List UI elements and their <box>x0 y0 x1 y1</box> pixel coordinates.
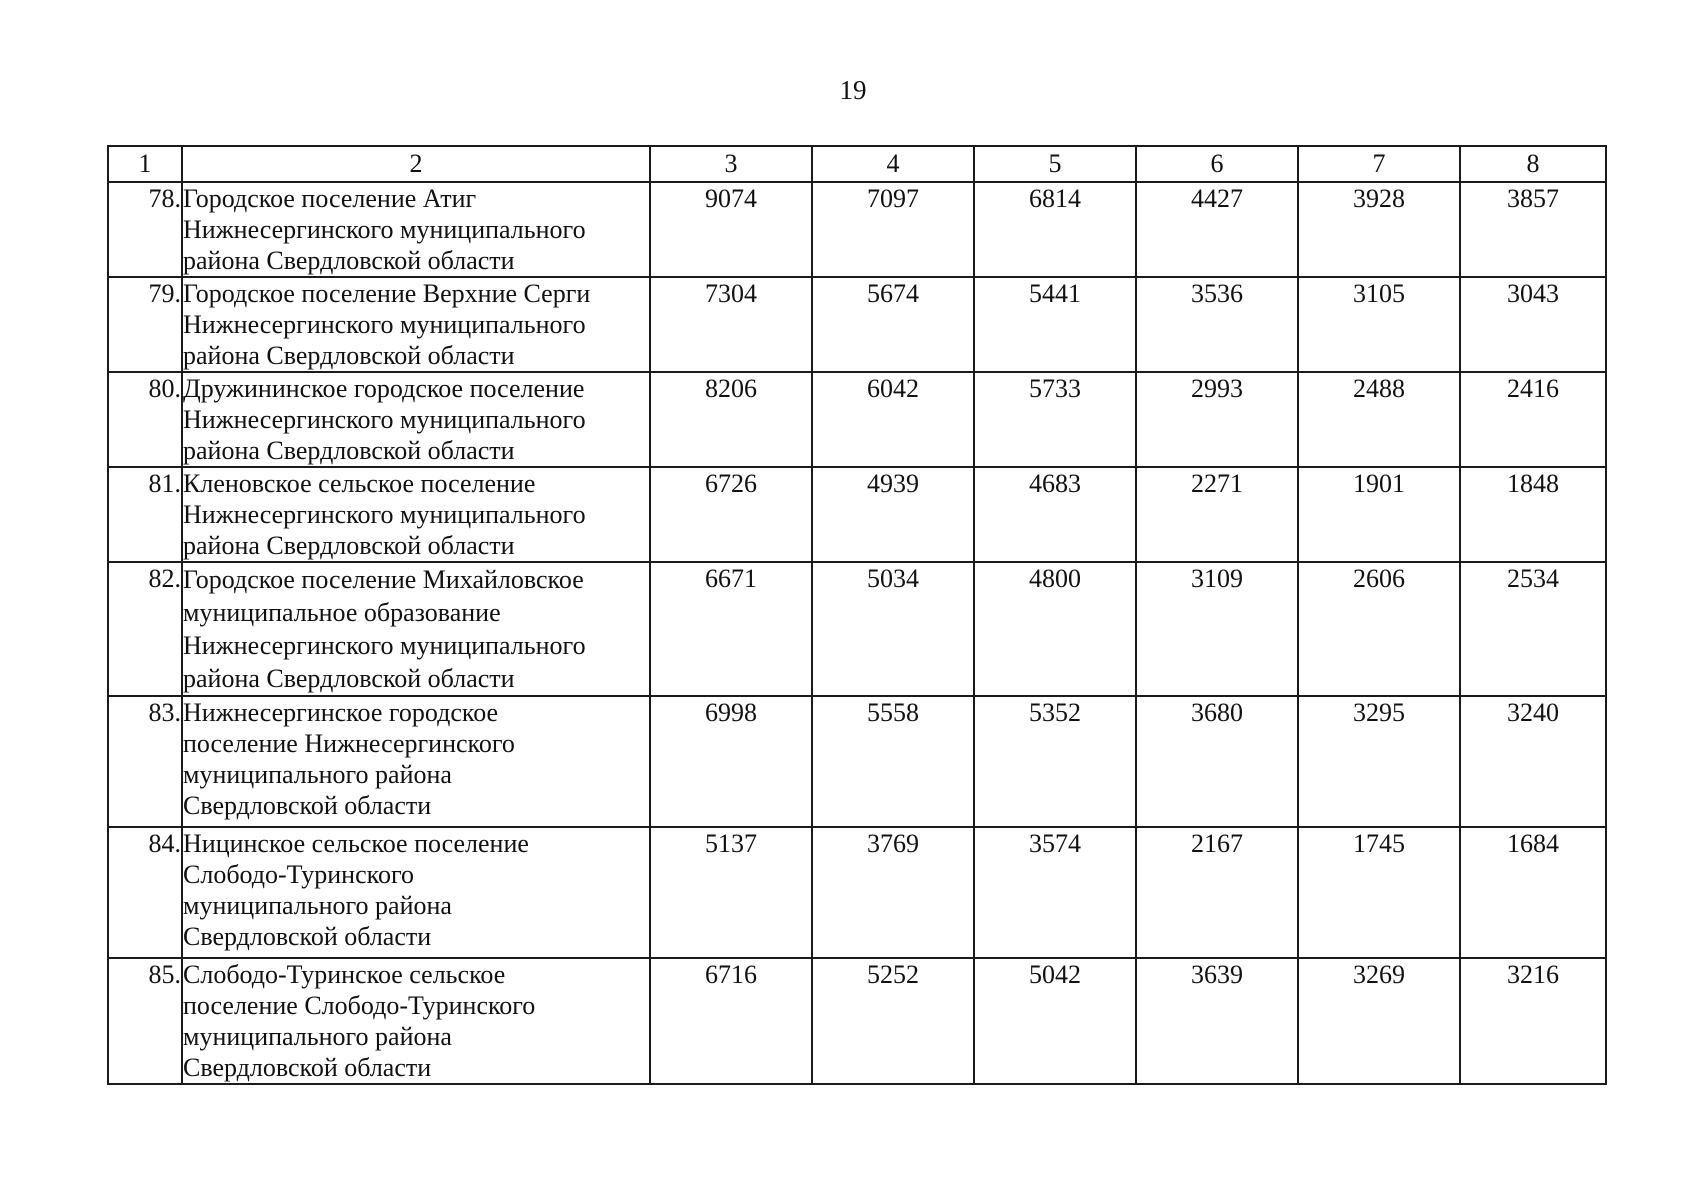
municipality-name-line: Городское поселение Атиг <box>183 184 477 213</box>
value-cell-col-7: 3269 <box>1298 958 1460 1084</box>
value-cell-col-3: 7304 <box>650 277 812 372</box>
municipality-name-line: Свердловской области <box>183 791 432 820</box>
municipality-name <box>182 562 650 696</box>
row-number: 85. <box>108 958 182 1084</box>
municipality-name-line: муниципальное образование <box>183 598 501 627</box>
value-cell-col-4: 5558 <box>812 696 974 827</box>
value-cell-col-8: 3240 <box>1460 696 1606 827</box>
municipality-name-line: Нижнесергинского муниципального <box>183 500 586 529</box>
row-number: 78. <box>108 182 182 277</box>
column-header: 8 <box>1460 146 1606 182</box>
value-cell-col-7: 1745 <box>1298 827 1460 958</box>
municipality-name-line: Городское поселение Михайловское <box>183 565 584 594</box>
table-row <box>108 182 1606 277</box>
value-cell-col-4: 5674 <box>812 277 974 372</box>
value-cell-col-5: 4800 <box>974 562 1136 696</box>
value-cell-col-5: 5441 <box>974 277 1136 372</box>
value-cell-col-7: 3295 <box>1298 696 1460 827</box>
value-cell-col-5: 5042 <box>974 958 1136 1084</box>
municipality-name <box>182 182 650 277</box>
value-cell-col-8: 2534 <box>1460 562 1606 696</box>
municipality-name-line: Дружининское городское поселение <box>183 374 585 403</box>
row-number: 84. <box>108 827 182 958</box>
value-cell-col-8: 3216 <box>1460 958 1606 1084</box>
municipality-name-line: Слободо-Туринского <box>183 860 414 889</box>
municipality-name <box>182 277 650 372</box>
municipality-name <box>182 467 650 562</box>
municipality-name-line: муниципального района <box>183 760 452 789</box>
value-cell-col-3: 9074 <box>650 182 812 277</box>
value-cell-col-6: 3639 <box>1136 958 1298 1084</box>
value-cell-col-8: 2416 <box>1460 372 1606 467</box>
column-header: 5 <box>974 146 1136 182</box>
municipality-name-line: поселение Нижнесергинского <box>183 729 515 758</box>
value-cell-col-8: 1848 <box>1460 467 1606 562</box>
table-row <box>108 696 1606 827</box>
value-cell-col-7: 2488 <box>1298 372 1460 467</box>
value-cell-col-3: 5137 <box>650 827 812 958</box>
municipality-name-line: муниципального района <box>183 1022 452 1051</box>
row-number: 80. <box>108 372 182 467</box>
value-cell-col-4: 3769 <box>812 827 974 958</box>
value-cell-col-7: 2606 <box>1298 562 1460 696</box>
row-number: 81. <box>108 467 182 562</box>
page-number: 19 <box>839 75 867 105</box>
value-cell-col-7: 1901 <box>1298 467 1460 562</box>
municipality-name-line: Свердловской области <box>183 922 432 951</box>
municipality-name-line: Кленовское сельское поселение <box>183 469 536 498</box>
value-cell-col-6: 3680 <box>1136 696 1298 827</box>
value-cell-col-6: 2993 <box>1136 372 1298 467</box>
value-cell-col-6: 3536 <box>1136 277 1298 372</box>
municipality-name <box>182 958 650 1084</box>
value-cell-col-6: 2167 <box>1136 827 1298 958</box>
header-row <box>108 146 1606 182</box>
column-header: 1 <box>108 146 182 182</box>
column-header: 6 <box>1136 146 1298 182</box>
municipality-name-line: района Свердловской области <box>183 664 515 693</box>
municipality-name-line: Свердловской области <box>183 1053 432 1082</box>
value-cell-col-6: 4427 <box>1136 182 1298 277</box>
municipality-name-line: Городское поселение Верхние Серги <box>183 279 591 308</box>
municipality-name-line: Слободо-Туринское сельское <box>183 960 506 989</box>
municipality-name-line: района Свердловской области <box>183 341 515 370</box>
table-row <box>108 958 1606 1084</box>
municipality-name-line: района Свердловской области <box>183 531 515 560</box>
value-cell-col-6: 2271 <box>1136 467 1298 562</box>
value-cell-col-4: 4939 <box>812 467 974 562</box>
municipality-name <box>182 696 650 827</box>
data-table <box>107 145 1607 1085</box>
value-cell-col-3: 6671 <box>650 562 812 696</box>
value-cell-col-3: 8206 <box>650 372 812 467</box>
municipality-name-line: Нижнесергинского муниципального <box>183 215 586 244</box>
value-cell-col-7: 3105 <box>1298 277 1460 372</box>
table-row <box>108 277 1606 372</box>
municipality-name <box>182 827 650 958</box>
municipality-name-line: муниципального района <box>183 891 452 920</box>
table-row <box>108 372 1606 467</box>
value-cell-col-4: 6042 <box>812 372 974 467</box>
column-header: 7 <box>1298 146 1460 182</box>
row-number: 79. <box>108 277 182 372</box>
municipality-name-line: Нижнесергинского муниципального <box>183 405 586 434</box>
table-row <box>108 827 1606 958</box>
table-row <box>108 562 1606 696</box>
municipality-name-line: Нижнесергинского муниципального <box>183 310 586 339</box>
value-cell-col-4: 5034 <box>812 562 974 696</box>
row-number: 82. <box>108 562 182 696</box>
value-cell-col-3: 6998 <box>650 696 812 827</box>
municipality-name-line: Нижнесергинское городское <box>183 698 499 727</box>
value-cell-col-4: 5252 <box>812 958 974 1084</box>
value-cell-col-8: 3043 <box>1460 277 1606 372</box>
municipality-name-line: поселение Слободо-Туринского <box>183 991 536 1020</box>
value-cell-col-8: 3857 <box>1460 182 1606 277</box>
value-cell-col-8: 1684 <box>1460 827 1606 958</box>
municipality-name-line: района Свердловской области <box>183 246 515 275</box>
column-header: 3 <box>650 146 812 182</box>
value-cell-col-5: 4683 <box>974 467 1136 562</box>
municipality-name-line: района Свердловской области <box>183 436 515 465</box>
table-header <box>108 146 1606 182</box>
value-cell-col-6: 3109 <box>1136 562 1298 696</box>
value-cell-col-3: 6716 <box>650 958 812 1084</box>
municipality-name-line: Нижнесергинского муниципального <box>183 631 586 660</box>
column-header: 4 <box>812 146 974 182</box>
row-number: 83. <box>108 696 182 827</box>
value-cell-col-5: 3574 <box>974 827 1136 958</box>
value-cell-col-5: 5733 <box>974 372 1136 467</box>
municipality-name-line: Ницинское сельское поселение <box>183 829 529 858</box>
table-row <box>108 467 1606 562</box>
value-cell-col-4: 7097 <box>812 182 974 277</box>
value-cell-col-5: 5352 <box>974 696 1136 827</box>
value-cell-col-7: 3928 <box>1298 182 1460 277</box>
column-header: 2 <box>182 146 650 182</box>
municipality-name <box>182 372 650 467</box>
table-body <box>108 182 1606 1084</box>
value-cell-col-3: 6726 <box>650 467 812 562</box>
value-cell-col-5: 6814 <box>974 182 1136 277</box>
